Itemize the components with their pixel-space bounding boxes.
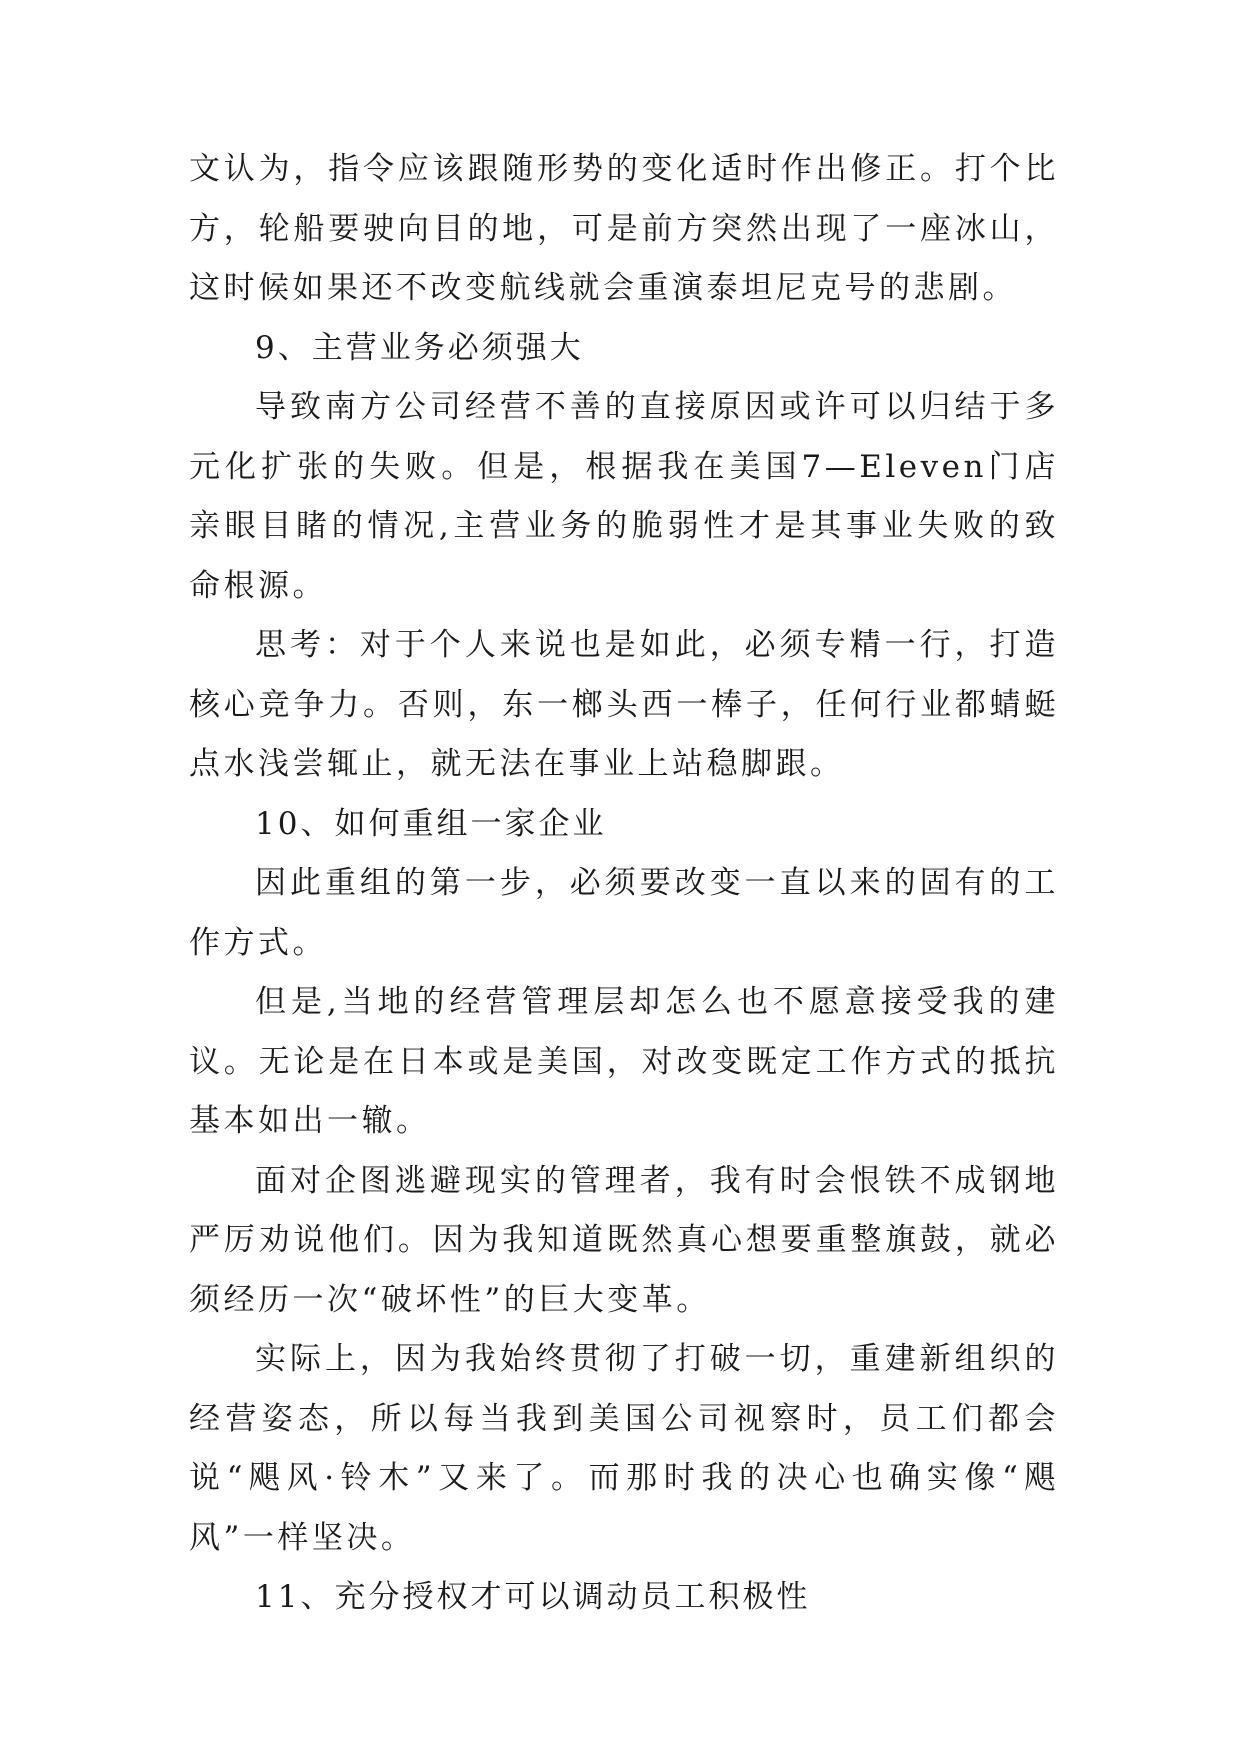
paragraph: 实际上，因为我始终贯彻了打破一切，重建新组织的经营姿态，所以每当我到美国公司视察时，员工们都会说“飓风·铃木”又来了。而那时我的决心也确实像“飓风”一样坚决。: [189, 1341, 1059, 1556]
paragraph: 导致南方公司经营不善的直接原因或许可以归结于多元化扩张的失败。但是，根据我在美国7—Eleven门店亲眼目睹的情况,主营业务的脆弱性才是其事业失败的致命根源。: [189, 389, 1059, 604]
section-heading-9: 9、主营业务必须强大: [255, 329, 584, 366]
paragraph: 但是,当地的经营管理层却怎么也不愿意接受我的建议。无论是在日本或是美国，对改变既定工作方式的抵抗基本如出一辙。: [189, 984, 1059, 1139]
paragraph-continuation: 文认为，指令应该跟随形势的变化适时作出修正。打个比方，轮船要驶向目的地，可是前方突然出现了一座冰山，这时候如果还不改变航线就会重演泰坦尼克号的悲剧。: [189, 151, 1059, 306]
paragraph: 思考：对于个人来说也是如此，必须专精一行，打造核心竞争力。否则，东一榔头西一棒子，任何行业都蜻蜓点水浅尝辄止，就无法在事业上站稳脚跟。: [189, 627, 1059, 782]
paragraph: 面对企图逃避现实的管理者，我有时会恨铁不成钢地严厉劝说他们。因为我知道既然真心想要重整旗鼓，就必须经历一次“破坏性”的巨大变革。: [189, 1162, 1059, 1318]
paragraph: 因此重组的第一步，必须要改变一直以来的固有的工作方式。: [189, 865, 1059, 961]
section-heading-10: 10、如何重组一家企业: [255, 805, 607, 842]
section-heading-11: 11、充分授权才可以调动员工积极性: [255, 1579, 811, 1615]
document-page: [189, 140, 1059, 1628]
